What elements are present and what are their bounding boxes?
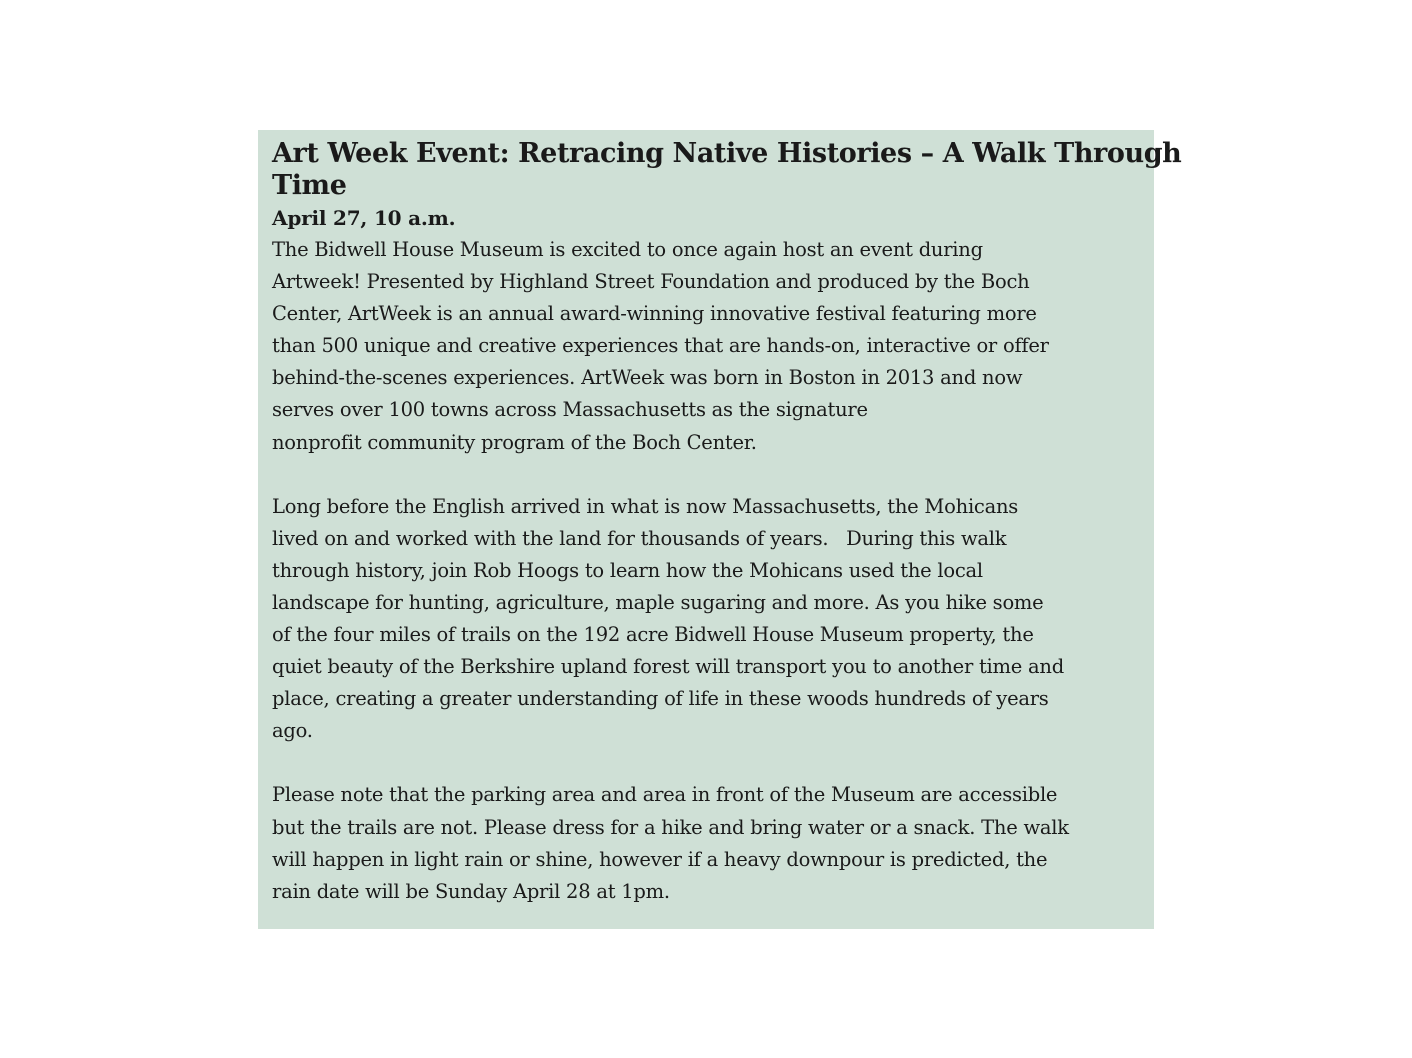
paragraph-line: quiet beauty of the Berkshire upland forest will transport you to another time and — [272, 655, 1064, 679]
paragraph-spacer — [272, 459, 1136, 491]
paragraph-line: of the four miles of trails on the 192 acre Bidwell House Museum property, the — [272, 623, 1034, 647]
event-card — [258, 130, 1182, 929]
paragraph-line: ago. — [272, 719, 313, 743]
paragraph-line: Artweek! Presented by Highland Street Foundation and produced by the Boch — [272, 270, 1030, 294]
paragraph-spacer — [272, 747, 1136, 779]
event-title-line: Time — [272, 170, 347, 201]
event-date: April 27, 10 a.m. — [272, 206, 456, 230]
history-paragraph — [272, 491, 1136, 748]
paragraph-line: Long before the English arrived in what is now Massachusetts, the Mohicans — [272, 494, 1019, 518]
paragraph-line: Please note that the parking area and area in front of the Museum are accessible — [272, 783, 1058, 807]
event-title-line: Art Week Event: Retracing Native Histories – A Walk Through — [272, 138, 1182, 169]
paragraph-line: nonprofit community program of the Boch Center. — [272, 430, 757, 454]
paragraph-line: through history, join Rob Hoogs to learn how the Mohicans used the local — [272, 558, 983, 582]
paragraph-line: behind-the-scenes experiences. ArtWeek was born in Boston in 2013 and now — [272, 366, 1023, 390]
paragraph-line: but the trails are not. Please dress for a hike and bring water or a snack. The walk — [272, 815, 1069, 839]
paragraph-line: The Bidwell House Museum is excited to once again host an event during — [272, 238, 983, 261]
accessibility-paragraph — [272, 779, 1136, 907]
paragraph-line: place, creating a greater understanding of life in these woods hundreds of years — [272, 687, 1049, 711]
paragraph-line: Center, ArtWeek is an annual award-winning innovative festival featuring more — [272, 302, 1037, 326]
paragraph-line: lived on and worked with the land for thousands of years. During this walk — [272, 526, 1007, 550]
paragraph-line: rain date will be Sunday April 28 at 1pm. — [272, 879, 670, 903]
paragraph-line: will happen in light rain or shine, however if a heavy downpour is predicted, the — [272, 847, 1048, 871]
event-title — [272, 138, 1182, 202]
paragraph-line: serves over 100 towns across Massachusetts as the signature — [272, 398, 868, 422]
paragraph-line: than 500 unique and creative experiences that are hands-on, interactive or offer — [272, 334, 1049, 358]
event-description-paragraph — [272, 234, 1136, 459]
paragraph-line: landscape for hunting, agriculture, maple sugaring and more. As you hike some — [272, 590, 1044, 614]
